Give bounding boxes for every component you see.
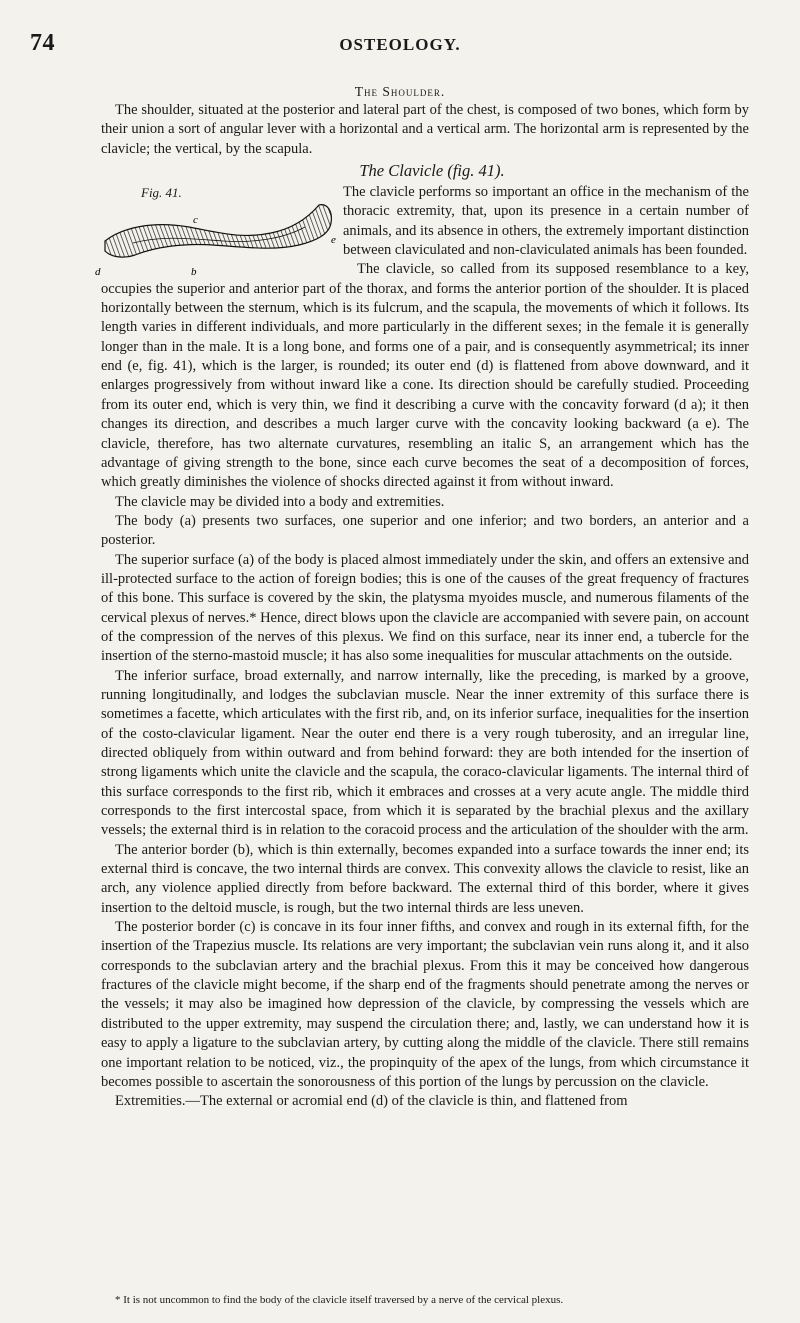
sub-heading-clavicle: The Clavicle (fig. 41).	[359, 161, 505, 181]
paragraph-superior-surface: The superior surface (a) of the body is placed almost immediately under the skin, and offers an extensive and ill-protected surface to the action of foreign bodies; this is one of the causes of the great frequency of fractures of this bone. This surface is covered by the skin, the platysma myoides muscle, and numerous filaments of the cervical plexus of nerves.* Hence, direct blows upon the clavicle are accompanied with severe pain, on account of the compression of the nerves of this plexus. We find on this surface, near its inner end, a tubercle for the insertion of the sterno-mastoid muscle; it has also some inequalities for muscular attachments on the outside.	[101, 551, 749, 665]
page-number: 74	[30, 30, 55, 56]
clavicle-illustration	[93, 183, 339, 279]
paragraph-extremities: Extremities.—The external or acromial end (d) of the clavicle is thin, and flattened from	[115, 1093, 628, 1110]
page-header	[0, 0, 800, 58]
section-heading: The Shoulder.	[354, 84, 446, 99]
paragraph-intro: The shoulder, situated at the posterior and lateral part of the chest, is composed of two bones, which form by their union a sort of angular lever with a horizontal and a vertical arm. The horizontal arm is represented by the clavicle; the vertical, by the scapula.	[101, 102, 749, 157]
body-text	[95, 101, 749, 1112]
label-b: b	[191, 266, 197, 279]
running-head: OSTEOLOGY.	[339, 35, 461, 54]
paragraph-clavicle-description: The clavicle, so called from its supposed resemblance to a key, occupies the superior and anterior part of the thorax, and forms the anterior portion of the shoulder. It is placed horizontally between the sternum, which is its fulcrum, and the scapula, the movements of which it follows. Its length varies in different individuals, and more particularly in the different sexes; in the female it is generally longer than in the male. It is a long bone, and forms one of a pair, and is consequently asymmetrical; its inner end (e, fig. 41), which is the larger, is rounded; its outer end (d) is flattened from above downward, and it enlarges progressively from without inward like a cone. Its direction should be carefully studied. Proceeding from its outer end, which is very thin, we find it describing a curve with the concavity forward (d a); it then changes its direction, and describes a much larger curve with the concavity looking backward (a e). The clavicle, therefore, has two alternate curvatures, resembling an italic S, an arrangement which has the advantage of giving strength to the bone, since each curve becomes the seat of a decomposition of forces, which greatly diminishes the violence of shocks directed against it from without inward.	[101, 261, 749, 491]
paragraph-divisions: The clavicle may be divided into a body and extremities.	[115, 493, 445, 510]
label-e: e	[331, 234, 336, 247]
figure-clavicle	[93, 183, 339, 279]
paragraph-clavicle-office: The clavicle performs so important an office in the mechanism of the thoracic extremity, that, upon its presence in a certain number of animals, and its absence in others, the extremely important distinction between claviculated and non-claviculated animals has been founded.	[343, 184, 749, 259]
label-c: c	[193, 214, 198, 227]
paragraph-body: The body (a) presents two surfaces, one superior and one inferior; and two borders, an anterior and a posterior.	[101, 512, 749, 549]
footnote: * It is not uncommon to find the body of the clavicle itself traversed by a nerve of the cervical plexus.	[115, 1294, 564, 1306]
label-d: d	[95, 266, 101, 279]
figure-label: Fig. 41.	[141, 185, 182, 201]
paragraph-anterior-border: The anterior border (b), which is thin externally, becomes expanded into a surface towards the inner end; its external third is concave, the two internal thirds are convex. This convexity allows the clavicle to resist, like an arch, any violence applied directly from before backward. The external third of this border, where it gives insertion to the deltoid muscle, is rough, but the two internal thirds are less uneven.	[101, 841, 749, 916]
paragraph-posterior-border: The posterior border (c) is concave in its four inner fifths, and convex and rough in its external fifth, for the insertion of the Trapezius muscle. Its relations are very important; the subclavian vein runs along it, and it also corresponds to the subclavian artery and the brachial plexus. From this it may be conceived how dangerous fractures of the clavicle might become, if the sharp end of the fragments should penetrate among the nerves or the vessels; it may also be imagined how depression of the clavicle, by compressing the vessels which are distributed to the upper extremity, may suspend the circulation there; and, lastly, we can understand how it is easy to apply a ligature to the subclavian artery, by cutting along the middle of the clavicle. There still remains one important relation to be noticed, viz., the propinquity of the apex of the lungs, from which circumstance it becomes possible to ascertain the sonorousness of this portion of the lungs by percussion on the clavicle.	[101, 919, 749, 1090]
paragraph-inferior-surface: The inferior surface, broad externally, and narrow internally, like the preceding, is marked by a groove, running longitudinally, and lodges the subclavian muscle. Near the inner extremity of this surface there is sometimes a facette, which articulates with the first rib, and, on its inferior surface, inequalities for the insertion of the costo-clavicular ligament. Near the outer end there is a very rough tuberosity, and an irregular line, directed obliquely from within outward and from behind forward: they are both intended for the insertion of strong ligaments which unite the clavicle and the scapula, the coraco-clavicular ligaments. The internal third of this surface corresponds to the first rib, which it embraces and crosses at a very acute angle. The middle third corresponds to the first intercostal space, from which it is separated by the brachial plexus and the axillary vessels; the external third is in relation to the coracoid process and the articulation of the shoulder with the arm.	[101, 667, 749, 839]
